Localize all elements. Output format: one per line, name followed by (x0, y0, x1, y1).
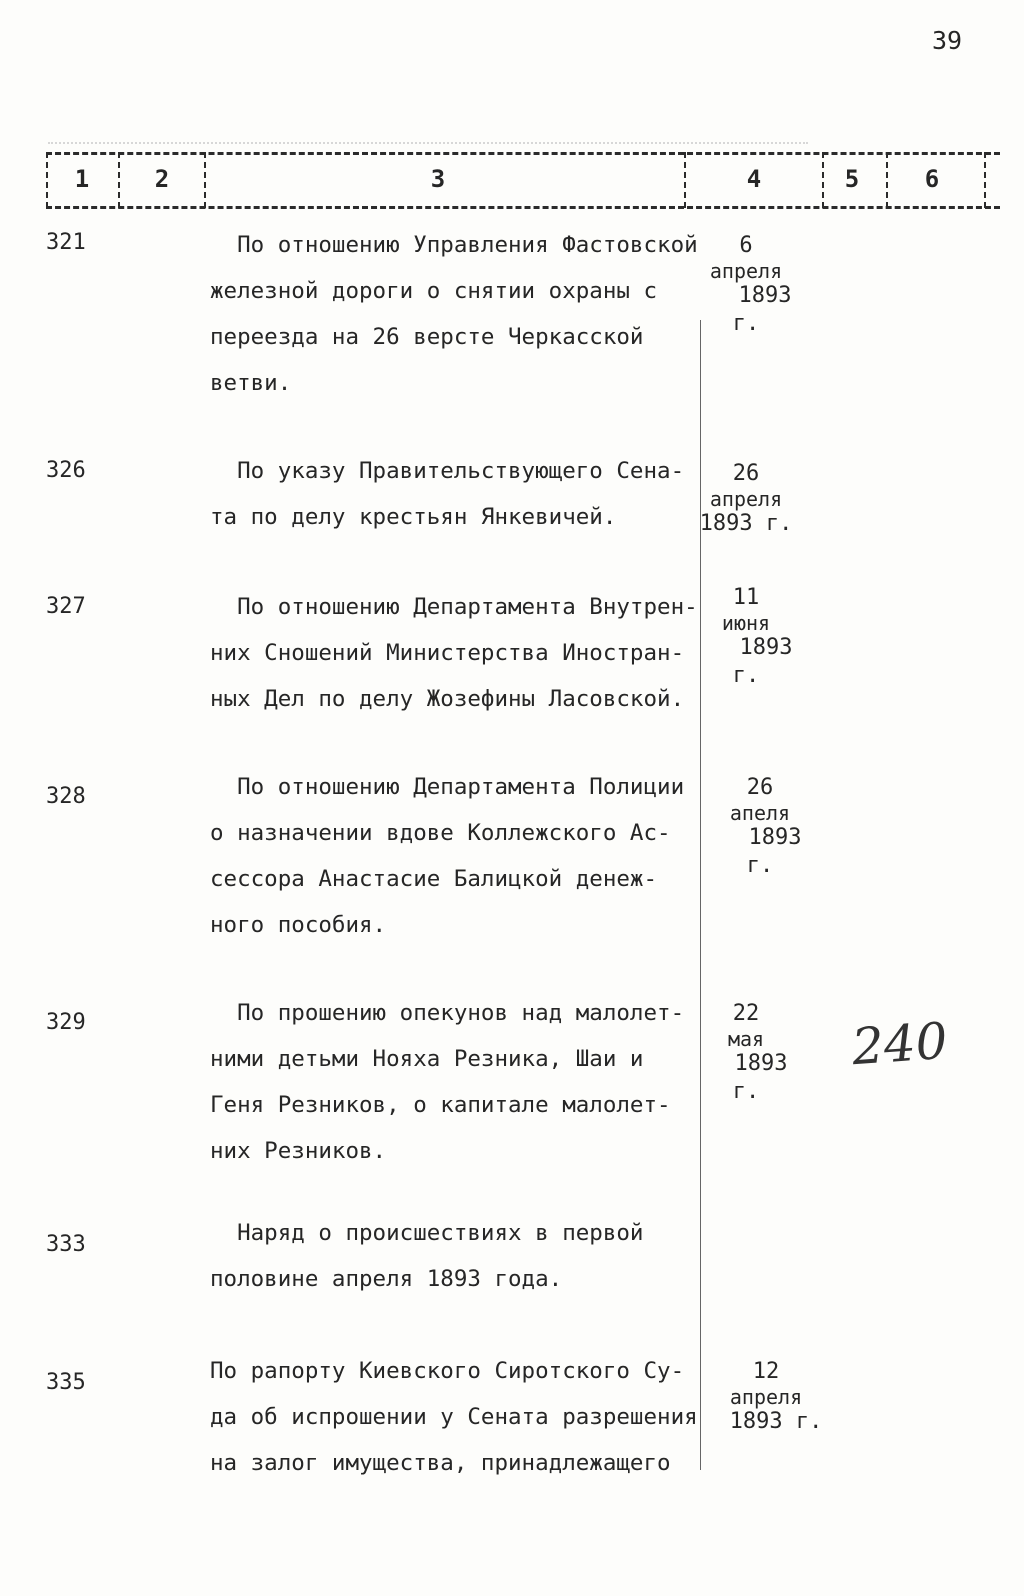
column-header-6: 6 (924, 165, 940, 193)
entry-description: По указу Правительствующего Сена- та по делу крестьян Янкевичей. (210, 458, 685, 530)
page-number: 39 (932, 26, 963, 55)
entry-number: 333 (46, 1232, 86, 1257)
entry-number: 327 (46, 594, 86, 619)
column-header-5: 5 (844, 165, 860, 193)
header-top-rule (46, 152, 1000, 155)
column-header-2: 2 (154, 165, 170, 193)
column-header-1: 1 (74, 165, 90, 193)
entry-date: 26 апеля 1893 г. (729, 775, 802, 878)
entry-date: 12 апреля 1893 г. (729, 1359, 823, 1434)
column-separator (984, 152, 986, 208)
column-separator (684, 152, 686, 208)
column-header-3: 3 (430, 165, 446, 193)
entry-number: 328 (46, 784, 86, 809)
entry-description: По отношению Департамента Полиции о назначении вдове Коллежского Ас- сессора Анастасие Балицкой денеж- ного пособия. (210, 774, 685, 938)
column-separator (886, 152, 888, 208)
entry-date: 26 апреля 1893 г. (699, 461, 793, 536)
entry-date: 22 мая 1893 г. (727, 1001, 788, 1104)
entry-description: По прошению опекунов над малолет- ними детьми Нояха Резника, Шаи и Геня Резников, о капитале малолет- них Резников. (210, 1000, 685, 1164)
column-separator (204, 152, 206, 208)
handwritten-note: 240 (850, 1011, 950, 1077)
entry-description: Наряд о происшествиях в первой половине апреля 1893 года. (210, 1220, 644, 1292)
column-separator (822, 152, 824, 208)
entry-number: 329 (46, 1010, 86, 1035)
column-header-4: 4 (746, 165, 762, 193)
entry-description: По рапорту Киевского Сиротского Су- да об испрошении у Сената разрешения на залог имущества, принадлежащего (210, 1358, 698, 1476)
entry-description: По отношению Управления Фастовской железной дороги о снятии охраны с переезда на 26 версте Черкасской ветви. (210, 232, 698, 396)
entry-number: 335 (46, 1370, 86, 1395)
entry-number: 321 (46, 230, 86, 255)
column-separator (46, 152, 48, 208)
column-separator (118, 152, 120, 208)
header-bottom-rule (46, 206, 1000, 209)
entry-date: 6 апреля 1893 г. (709, 233, 792, 336)
faint-dotted-line (48, 128, 808, 144)
entry-number: 326 (46, 458, 86, 483)
entry-description: По отношению Департамента Внутрен- них Сношений Министерства Иностран- ных Дел по делу Жозефины Ласовской. (210, 594, 698, 712)
entry-date: 11 июня 1893 г. (721, 585, 793, 688)
